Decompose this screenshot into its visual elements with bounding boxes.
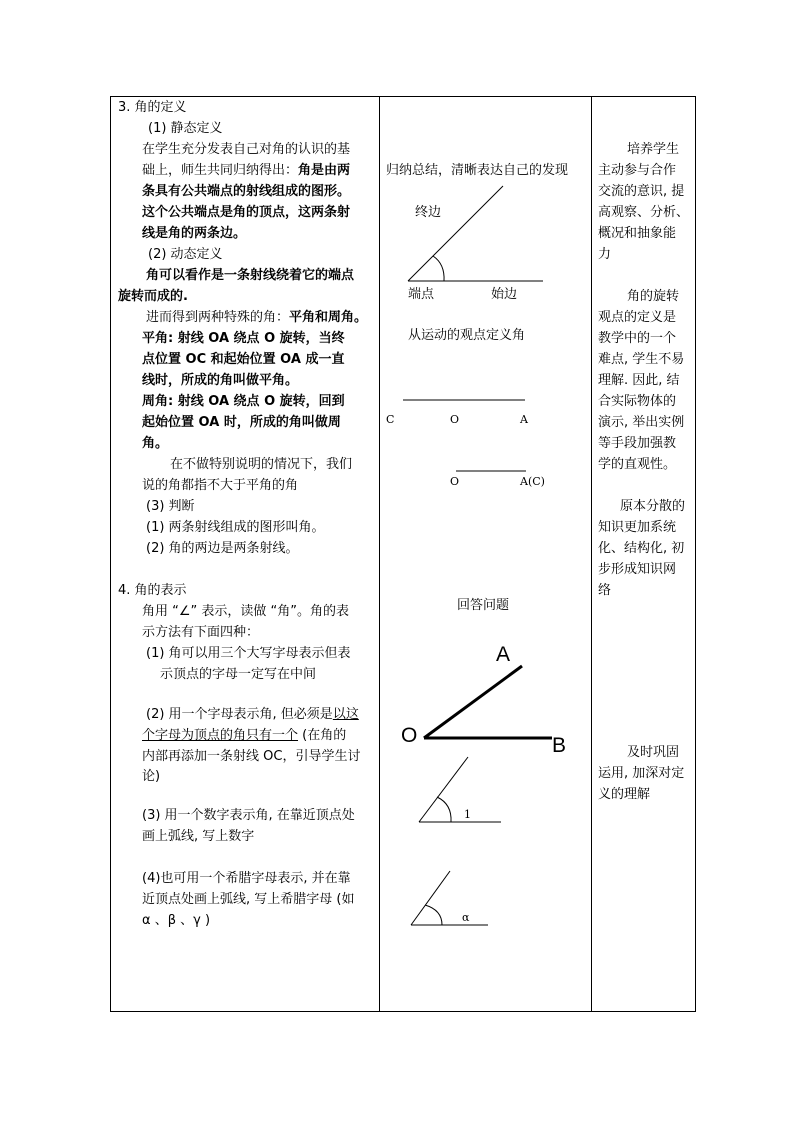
intent-line: 概况和抽象能 [598,226,677,241]
motion-definition-text: 从运动的观点定义角 [408,328,526,343]
question-2: (2) 角的两边是两条射线。 [146,541,299,556]
text-line: 旋转而成的. [118,289,188,304]
point-ac-label: A(C) [520,475,545,488]
judge-heading: (3) 判断 [146,499,195,514]
vertex-label: 端点 [408,287,435,302]
angle-aob-figure [424,666,552,738]
intent-line: 力 [598,247,612,262]
dynamic-definition-heading: (2) 动态定义 [148,247,223,262]
intent-line: 难点, 学生不易 [598,352,685,367]
text-line: 条具有公共端点的射线组成的图形。 [142,184,351,199]
method-1: (1) 角可以用三个大写字母表示但表 [146,646,351,661]
answer-question-text: 回答问题 [457,598,510,613]
point-c-label: C [386,413,395,426]
intent-line: 及时巩固 [627,745,680,760]
text-line: 线是角的两条边。 [142,226,247,241]
angle-1-figure [419,757,501,822]
intent-line: 交流的意识, 提 [598,184,685,199]
text-line: 起始位置 OA 时，所成的角叫做周 [142,415,341,430]
text-line: α 、β 、γ ) [142,913,211,928]
text-line: 内部再添加一条射线 OC，引导学生讨 [142,749,361,764]
intent-line: 学的直观性。 [598,457,677,472]
text-line: 在学生充分发表自己对角的认识的基 [142,142,351,157]
straight-angle-def: 平角: 射线 OA 绕点 O 旋转，当终 [142,331,345,346]
intent-line: 运用, 加深对定 [598,766,685,781]
intent-line: 角的旋转 [627,289,680,304]
initial-side-label: 始边 [491,287,518,302]
point-o-label: O [450,413,460,426]
intent-line: 理解. 因此, 结 [598,373,680,388]
intent-line: 培养学生 [627,142,680,157]
text-line: 角可以看作是一条射线绕着它的端点 [146,268,355,283]
intent-line: 义的理解 [598,787,651,802]
question-1: (1) 两条射线组成的图形叫角。 [146,520,325,535]
method-4: (4)也可用一个希腊字母表示, 并在靠 [142,871,351,886]
intent-line: 观点的定义是 [598,310,677,325]
intent-line: 合实际物体的 [598,394,677,409]
point-a-label: A [520,413,528,426]
text-line: 在不做特别说明的情况下，我们 [170,457,353,472]
angle-figure-static [408,186,543,281]
point-a-big-label: A [496,643,511,666]
text-line: 础上，师生共同归纳得出：角是由两 [142,163,351,178]
point-o-label: O [450,475,460,488]
text-line: 示方法有下面四种： [142,625,260,640]
angle-number-label: 1 [464,808,471,821]
summary-text: 归纳总结，清晰表达自己的发现 [386,163,569,178]
alpha-label: α [462,911,470,924]
point-o-big-label: O [401,724,418,747]
intent-line: 演示, 举出实例 [598,415,685,430]
text-line: 近顶点处画上弧线, 写上希腊字母 (如 [142,892,355,907]
text-line: 角。 [142,436,169,451]
text-line: 这个公共端点是角的顶点，这两条射 [142,205,351,220]
text-line: 角用 “∠” 表示，读做 “角”。角的表 [142,604,349,619]
text-line: 个字母为顶点的角只有一个 (在角的 [142,728,347,743]
intent-line: 络 [598,583,612,598]
intent-line: 化、结构化, 初 [598,541,685,556]
text-line: 示顶点的字母一定写在中间 [160,667,317,682]
text-line: 说的角都指不大于平角的角 [142,478,299,493]
text-line: 进而得到两种特殊的角：平角和周角。 [146,310,368,325]
text-line: 点位置 OC 和起始位置 OA 成一直 [142,352,345,367]
method-3: (3) 用一个数字表示角, 在靠近顶点处 [142,808,355,823]
terminal-side-label: 终边 [415,205,442,220]
intent-line: 知识更加系统 [598,520,677,535]
intent-line: 原本分散的 [620,499,686,514]
section4-title: 4. 角的表示 [118,583,187,598]
text-line: 画上弧线, 写上数字 [142,829,255,844]
text-line: 论) [142,769,161,784]
intent-line: 步形成知识网 [598,562,677,577]
angle-alpha-figure [411,871,488,925]
round-angle-def: 周角: 射线 OA 绕点 O 旋转，回到 [142,394,345,409]
static-definition-heading: (1) 静态定义 [148,121,223,136]
method-2: (2) 用一个字母表示角, 但必须是以这 [146,707,359,722]
section3-title: 3. 角的定义 [118,100,187,115]
intent-line: 高观察、分析、 [598,205,690,220]
point-b-big-label: B [552,734,567,757]
intent-line: 等手段加强教 [598,436,677,451]
intent-line: 主动参与合作 [598,163,677,178]
intent-line: 教学中的一个 [598,331,677,346]
text-line: 线时，所成的角叫做平角。 [142,373,299,388]
